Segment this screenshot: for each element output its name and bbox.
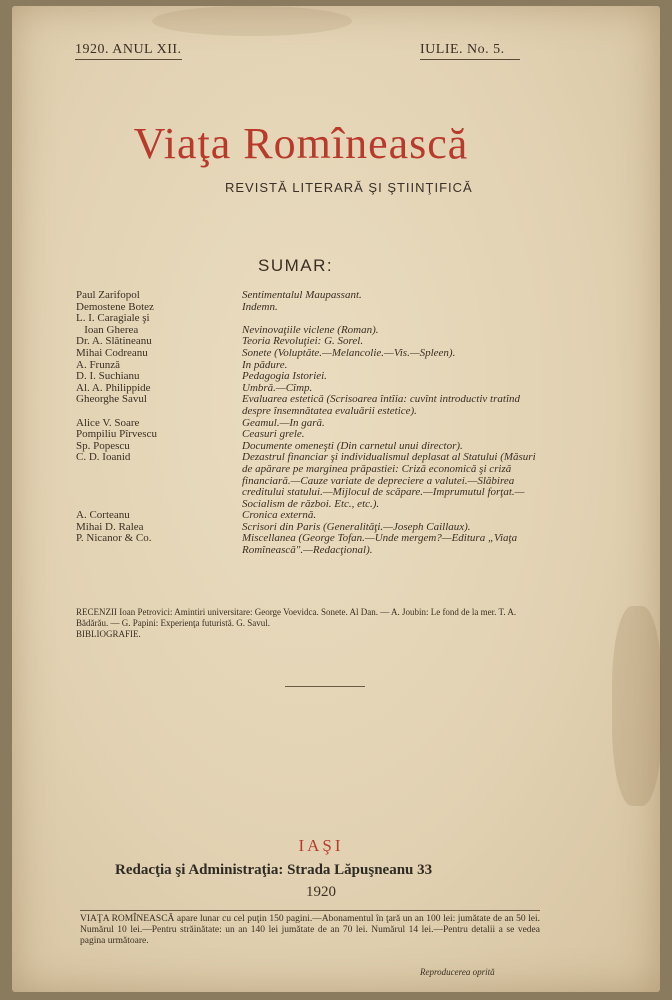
paper-stain [152, 6, 352, 36]
toc-author: Demostene Botez [76, 300, 154, 313]
toc-author: Ioan Gherea [76, 323, 139, 336]
subscription-info: VIAŢA ROMÎNEASCĂ apare lunar cu cel puţin 150 pagini.—Abonamentul în ţară un an 100 lei: jumătate de an 50 lei. Numărul 10 lei.—Pentru străinătate: un an 140 lei jumătate de an 70 lei. Numărul 14 lei.—Pentru detalii a se vedea pagina următoare. [80, 910, 540, 947]
toc-work: Sonete (Voluptăte.—Melancolie.—Vis.—Spleen). [242, 346, 456, 359]
toc-entry [76, 371, 546, 383]
toc-work: Ceasuri grele. [242, 428, 305, 441]
issue-year-volume: 1920. ANUL XII. [75, 42, 182, 60]
toc-work: Pedagogia Istoriei. [242, 370, 327, 383]
toc-author: Al. A. Philippide [76, 381, 151, 394]
issue-month-number: IULIE. No. 5. [420, 42, 520, 60]
editorial-address: Redacţia şi Administraţia: Strada Lăpuşneanu 33 [115, 862, 433, 878]
toc-author: A. Frunză [76, 358, 120, 371]
toc-author: Alice V. Soare [76, 416, 140, 429]
toc-work: Miscellanea (George Tofan.—Unde mergem?—Editura „Viaţa Romînească".—Redacţional). [242, 532, 518, 557]
toc-author: Dr. A. Slătineanu [76, 335, 152, 348]
toc-author: L. I. Caragiale şi [76, 312, 150, 325]
toc-author: Paul Zarifopol [76, 289, 140, 301]
toc-entry [76, 290, 546, 302]
toc-entry [76, 394, 546, 417]
paper-stain [612, 606, 662, 806]
table-of-contents [76, 290, 546, 557]
toc-work: Cronica externă. [242, 509, 317, 522]
toc-author: Sp. Popescu [76, 439, 130, 452]
toc-author: Gheorghe Savul [76, 393, 147, 406]
magazine-title: Viaţa Romînească [133, 119, 469, 168]
toc-author: C. D. Ioanid [76, 451, 131, 464]
copyright-note: Reproducerea oprită [420, 967, 495, 977]
toc-work: Nevinovaţiile viclene (Roman). [242, 323, 379, 336]
city: IAŞI [298, 836, 344, 855]
toc-entry [76, 429, 546, 441]
toc-work: Indemn. [242, 300, 278, 313]
toc-author: Mihai Codreanu [76, 346, 148, 359]
divider [285, 686, 365, 687]
toc-work: Evaluarea estetică (Scrisoarea întîia: cuvînt introductiv tratînd despre însemnătatea evaluării estetice). [242, 393, 521, 417]
toc-work: Sentimentalul Maupassant. [242, 289, 362, 301]
toc-author: Pompiliu Pîrvescu [76, 428, 157, 441]
contents-heading: SUMAR: [258, 256, 334, 275]
magazine-subtitle: REVISTĂ LITERARĂ ŞI ŞTIINŢIFICĂ [225, 180, 473, 195]
toc-work: Teoria Revoluţiei: G. Sorel. [242, 335, 364, 348]
toc-work: Geamul.—In gară. [242, 416, 325, 429]
toc-entry [76, 452, 546, 510]
toc-work: In pădure. [242, 358, 288, 371]
reviews-text: RECENZII Ioan Petrovici: Amintiri universitare: George Voevidca. Sonete. Al Dan. — A. Joubin: Le fond de la mer. T. A. Bădărău. — G. Papini: Experienţa futuristă. G. Savul. [76, 607, 517, 628]
publication-year: 1920 [306, 884, 336, 900]
reviews-section [76, 607, 546, 640]
toc-author: A. Corteanu [76, 509, 130, 522]
toc-entry [76, 533, 546, 556]
toc-work: Umbră.—Cîmp. [242, 381, 313, 394]
toc-work: Documente omeneşti (Din carnetul unui director). [242, 439, 463, 452]
toc-entry [76, 348, 546, 360]
bibliography-label: BIBLIOGRAFIE. [76, 629, 141, 639]
toc-author: P. Nicanor & Co. [76, 532, 152, 545]
toc-work: Scrisori din Paris (Generalităţi.—Joseph Caillaux). [242, 520, 471, 533]
toc-author: Mihai D. Ralea [76, 520, 144, 533]
toc-work: Dezastrul financiar şi individualismul deplasat al Statului (Măsuri de apărare pe marginea prăpastiei: Criză economică şi criză financiară.—Cauze variate de depreciere a valutei.—Slăbirea creditului statului.—Mijlocul de scăpare.—Imprumutul forţat.—Socialism de război. Etc., etc.). [242, 451, 536, 510]
toc-author: D. I. Suchianu [76, 370, 140, 383]
